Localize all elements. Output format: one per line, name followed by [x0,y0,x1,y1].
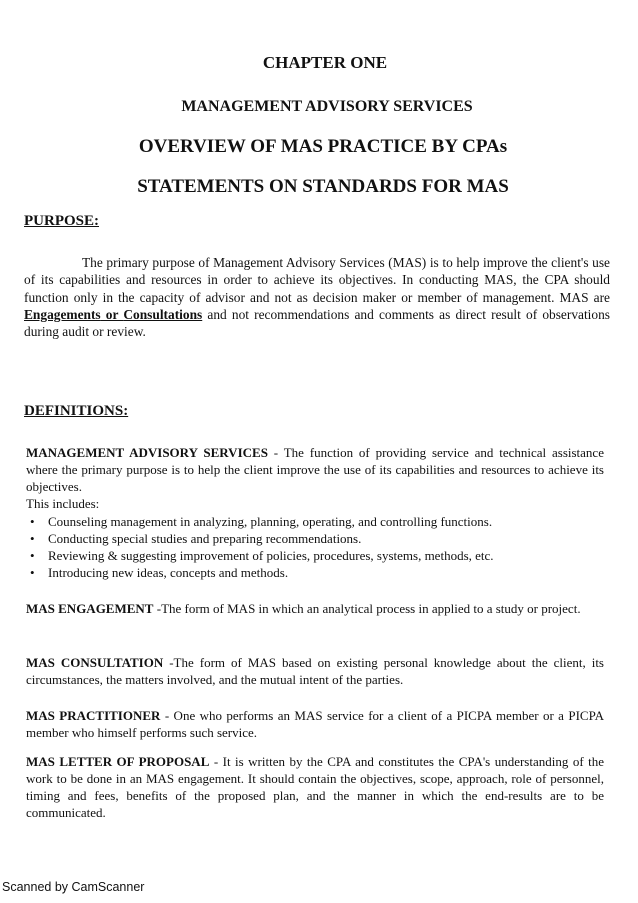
definition-engagement [26,600,604,617]
definition-term: MANAGEMENT ADVISORY SERVICES [26,445,268,460]
consultations-term: Consultations [123,306,203,322]
definition-term: MAS CONSULTATION [26,655,164,670]
definition-term: MAS ENGAGEMENT [26,601,154,616]
definition-term: MAS PRACTITIONER [26,708,161,723]
definition-term: MAS LETTER OF PROPOSAL [26,754,210,769]
definition-text: - The function of providing service and technical assistance where the primary purpose is to help the client improve the use of its capabilities and resources to achieve its objectives. [26,445,604,494]
purpose-or: or [100,306,124,322]
definition-letter-of-proposal [26,753,604,821]
chapter-subtitle: MANAGEMENT ADVISORY SERVICES [181,98,473,115]
purpose-text: The primary purpose of Management Advisory Services (MAS) is to help improve the client's use of its capabilities and resources in order to achieve its objectives. In conducting MAS, the CPA should function only in the capacity of advisor and not as decision maker or member of management. MAS are [24,255,610,305]
scanner-watermark: Scanned by CamScanner [2,880,145,894]
chapter-title: CHAPTER ONE [262,53,388,72]
list-item: • Reviewing & suggesting improvement of policies, procedures, systems, methods, etc. [26,547,606,564]
purpose-heading: PURPOSE: [24,213,99,229]
definition-text: -The form of MAS based on existing personal knowledge about the client, its circumstances, the matters involved, and the mutual intent of the parties. [26,655,604,687]
definition-text: -The form of MAS in which an analytical process in applied to a study or project. [153,601,581,616]
definition-mas [26,444,604,495]
definitions-heading: DEFINITIONS: [24,403,129,419]
definition-text: - It is written by the CPA and constitutes the CPA's understanding of the work to be done in an MAS engagement. It should contain the objectives, scope, approach, role of personnel, timing and fees, benefits of the proposed plan, and the manner in which the end-results are to be communicated. [26,754,604,820]
engagements-term: Engagements [24,306,101,322]
list-item: • Conducting special studies and preparing recommendations. [26,530,606,547]
purpose-paragraph [24,254,610,340]
statements-heading: STATEMENTS ON STANDARDS FOR MAS [137,176,509,197]
list-item: • Introducing new ideas, concepts and methods. [26,564,606,581]
overview-heading: OVERVIEW OF MAS PRACTICE BY CPAs [138,136,508,157]
definition-practitioner [26,707,604,741]
includes-label: This includes: [26,496,100,511]
definition-text: - One who performs an MAS service for a client of a PICPA member or a PICPA member who himself performs such service. [26,708,605,740]
includes-list [26,513,606,581]
definition-consultation [26,654,604,688]
purpose-text-end: and not recommendations and comments as direct result of observations during audit or review. [24,306,611,340]
list-item: • Counseling management in analyzing, planning, operating, and controlling functions. [26,513,606,530]
